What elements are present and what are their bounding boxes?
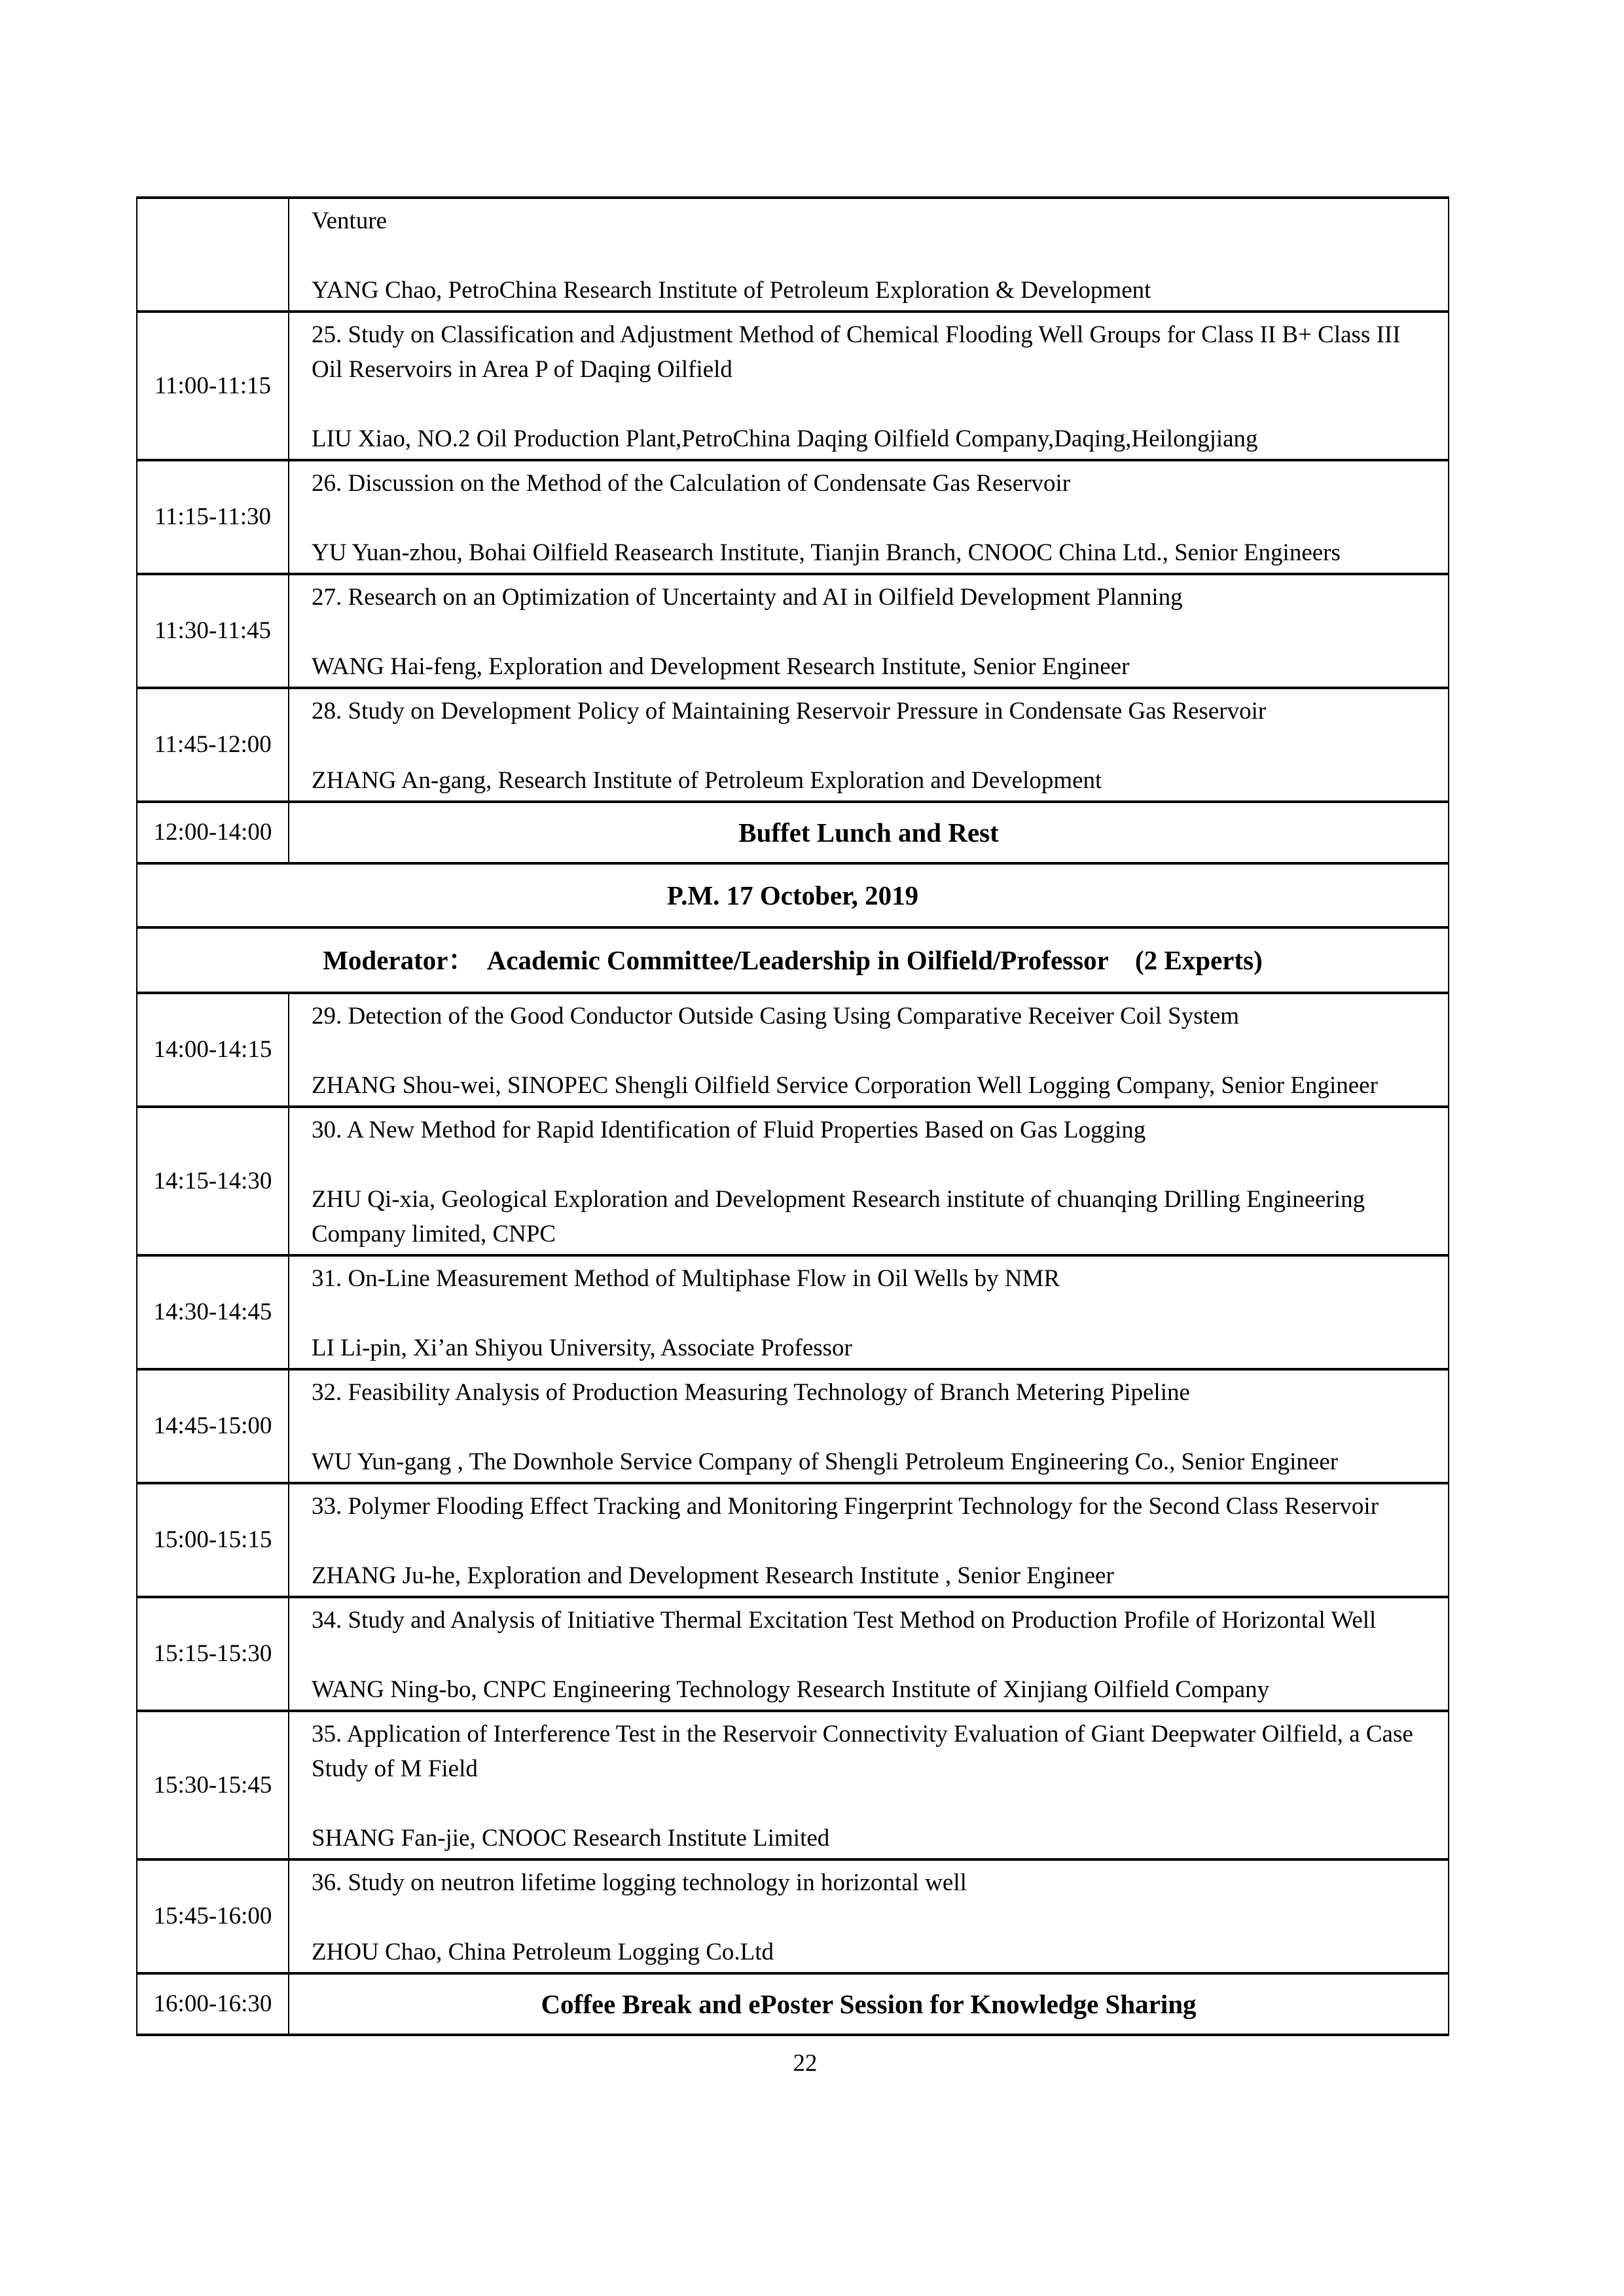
time-cell: 14:00-14:15 [137,993,289,1107]
talk-cell [289,1369,1449,1483]
table-row [137,1597,1449,1711]
time-cell: 14:15-14:30 [137,1107,289,1255]
talk-presenter: WANG Ning-bo, CNPC Engineering Technology Research Institute of Xinjiang Oilfield Company [312,1676,1270,1703]
talk-title: 34. Study and Analysis of Initiative Thermal Excitation Test Method on Production Profile of Horizontal Well [312,1607,1377,1634]
talk-presenter: ZHU Qi-xia, Geological Exploration and Development Research institute of chuanqing Drilling Engineering Company limited, CNPC [312,1186,1365,1247]
talk-cell [289,1255,1449,1369]
time-cell: 11:00-11:15 [137,312,289,460]
talk-cell [289,688,1449,802]
table-row [137,1369,1449,1483]
talk-cell [289,574,1449,688]
talk-cell [289,1483,1449,1597]
banner-cell: Buffet Lunch and Rest [289,802,1449,863]
talk-cell [289,993,1449,1107]
table-row [137,993,1449,1107]
time-cell [137,198,289,312]
talk-cell [289,1859,1449,1973]
time-cell: 15:30-15:45 [137,1711,289,1859]
talk-title: 31. On-Line Measurement Method of Multiphase Flow in Oil Wells by NMR [312,1265,1060,1292]
time-cell: 15:15-15:30 [137,1597,289,1711]
talk-presenter: LIU Xiao, NO.2 Oil Production Plant,PetroChina Daqing Oilfield Company,Daqing,Heilongjiang [312,425,1258,452]
time-cell: 14:45-15:00 [137,1369,289,1483]
table-row [137,927,1449,993]
table-row [137,198,1449,312]
talk-title: 32. Feasibility Analysis of Production Measuring Technology of Branch Metering Pipeline [312,1379,1190,1406]
page-number: 22 [793,2050,818,2077]
talk-presenter: ZHANG Ju-he, Exploration and Development Research Institute , Senior Engineer [312,1562,1114,1589]
time-cell: 16:00-16:30 [137,1973,289,2035]
talk-presenter: ZHANG Shou-wei, SINOPEC Shengli Oilfield Service Corporation Well Logging Company, Senior Engineer [312,1072,1378,1099]
talk-cell [289,1107,1449,1255]
talk-title: 35. Application of Interference Test in the Reservoir Connectivity Evaluation of Giant Deepwater Oilfield, a Case Study of M Field [312,1721,1413,1782]
table-row [137,460,1449,574]
talk-cell [289,198,1449,312]
talk-presenter: SHANG Fan-jie, CNOOC Research Institute Limited [312,1825,830,1852]
talk-presenter: LI Li-pin, Xi’an Shiyou University, Associate Professor [312,1335,852,1361]
talk-presenter: WU Yun-gang , The Downhole Service Company of Shengli Petroleum Engineering Co., Senior Engineer [312,1448,1339,1475]
table-row [137,1711,1449,1859]
table-row [137,574,1449,688]
talk-cell [289,1711,1449,1859]
talk-presenter: YU Yuan-zhou, Bohai Oilfield Reasearch Institute, Tianjin Branch, CNOOC China Ltd., Senior Engineers [312,539,1341,566]
time-cell: 15:45-16:00 [137,1859,289,1973]
table-row [137,1973,1449,2035]
schedule-table [136,196,1449,2036]
time-cell: 14:30-14:45 [137,1255,289,1369]
talk-title: 28. Study on Development Policy of Maintaining Reservoir Pressure in Condensate Gas Reservoir [312,698,1267,725]
table-row [137,1859,1449,1973]
talk-cell [289,460,1449,574]
talk-title: 36. Study on neutron lifetime logging technology in horizontal well [312,1869,967,1896]
talk-title: 26. Discussion on the Method of the Calculation of Condensate Gas Reservoir [312,470,1071,497]
talk-presenter: ZHANG An-gang, Research Institute of Petroleum Exploration and Development [312,767,1102,794]
talk-presenter: ZHOU Chao, China Petroleum Logging Co.Ltd [312,1939,774,1965]
talk-cell [289,1597,1449,1711]
talk-title: 33. Polymer Flooding Effect Tracking and Monitoring Fingerprint Technology for the Second Class Reservoir [312,1493,1379,1520]
time-cell: 12:00-14:00 [137,802,289,863]
banner-cell: Coffee Break and ePoster Session for Knowledge Sharing [289,1973,1449,2035]
table-row [137,802,1449,863]
time-cell: 11:15-11:30 [137,460,289,574]
table-row [137,688,1449,802]
table-row [137,1107,1449,1255]
talk-title: Venture [312,207,388,234]
talk-cell [289,312,1449,460]
time-cell: 11:30-11:45 [137,574,289,688]
talk-title: 30. A New Method for Rapid Identification of Fluid Properties Based on Gas Logging [312,1117,1146,1143]
time-cell: 11:45-12:00 [137,688,289,802]
time-cell: 15:00-15:15 [137,1483,289,1597]
talk-presenter: YANG Chao, PetroChina Research Institute of Petroleum Exploration & Development [312,277,1151,304]
talk-title: 25. Study on Classification and Adjustment Method of Chemical Flooding Well Groups for Class II B+ Class III Oil Reservoirs in Area P of Daqing Oilfield [312,321,1401,383]
moderator-cell: Moderator： Academic Committee/Leadership in Oilfield/Professor (2 Experts) [137,927,1449,993]
table-row [137,863,1449,927]
table-row [137,312,1449,460]
talk-title: 27. Research on an Optimization of Uncertainty and AI in Oilfield Development Planning [312,584,1183,611]
talk-presenter: WANG Hai-feng, Exploration and Development Research Institute, Senior Engineer [312,653,1130,680]
schedule-body [137,198,1449,2035]
session-header-cell: P.M. 17 October, 2019 [137,863,1449,927]
table-row [137,1483,1449,1597]
talk-title: 29. Detection of the Good Conductor Outside Casing Using Comparative Receiver Coil System [312,1003,1240,1030]
table-row [137,1255,1449,1369]
